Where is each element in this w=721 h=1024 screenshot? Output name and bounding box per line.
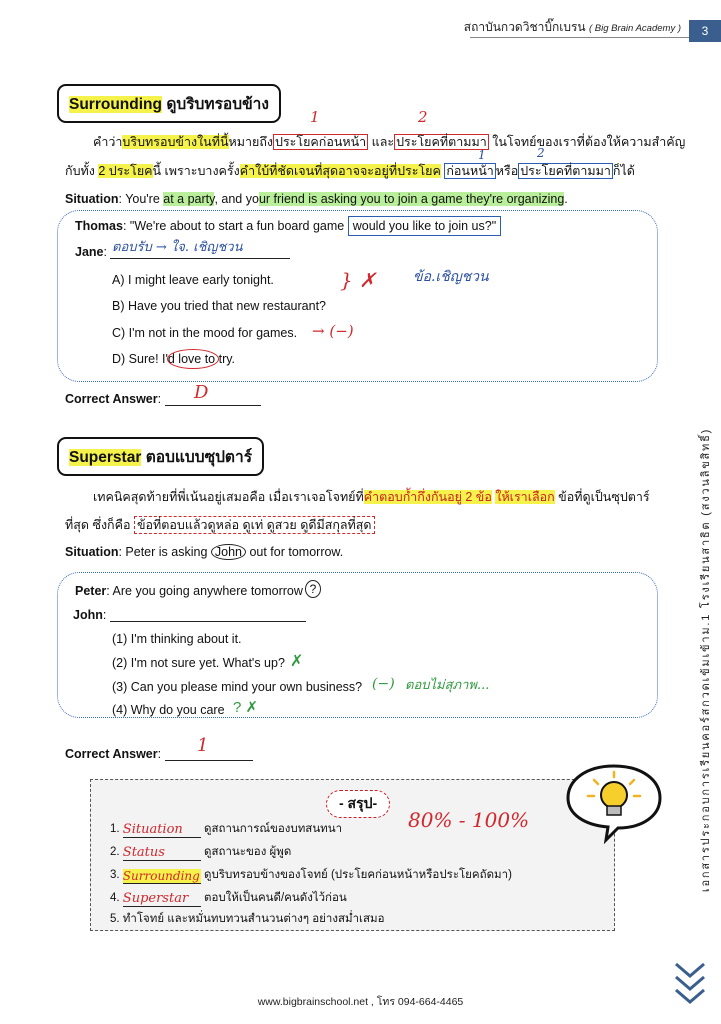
minus-mark: (−) [372,676,395,692]
handwritten-answer: D [194,382,209,403]
option-1: (1) I'm thinking about it. [112,632,242,646]
minus-mark: → (−) [312,322,354,340]
john-line: John: [73,608,306,622]
section-title-superstar: Superstar ตอบแบบซุปตาร์ [57,437,264,476]
section1-paragraph-line2: กับทั้ง 2 ประโยคนี้ เพราะบางครั้งคำใบ้ที่ชัดเจนที่สุดอาจจะอยู่ที่ประโยค ก่อนหน้า หรือ ประโยคที่ตามมา ก็ได้ [65,164,635,178]
cross-mark: } ✗ [340,268,376,292]
option-2: (2) I'm not sure yet. What's up? [112,656,285,670]
question-mark-circle: ? [305,580,321,598]
cross-mark: ✗ [290,653,304,670]
option-4: (4) Why do you care [112,703,225,717]
section1-paragraph-line1: คำว่าบริบทรอบข้างในที่นี้หมายถึง ประโยคก่อนหน้า และ ประโยคที่ตามมา ในโจทย์ของเราที่ต้องให้ความสำคัญ [93,135,686,149]
footer: www.bigbrainschool.net , โทร 094-664-4465 [257,996,464,1008]
section-title-surrounding: Surrounding ดูบริบทรอบข้าง [57,84,281,123]
option-c: C) I'm not in the mood for games. [112,326,298,340]
summary-item-2: 2. Status ดูสถานะของ ผู้พูด [110,845,292,860]
header-divider [470,37,689,38]
annotation-number: 2 [418,108,428,126]
annotation-number: 1 [310,108,320,126]
summary-title: - สรุป- [326,790,390,818]
handwritten-answer: 1 [197,735,209,756]
peter-line: Peter: Are you going anywhere tomorrow [75,584,303,598]
section2-paragraph-line2: ที่สุด ซึ่งก็คือ ข้อที่ตอบแล้วดูหล่อ ดูเท่ ดูสวย ดูดีมีสกุลที่สุด [65,516,375,534]
jane-line: Jane: [75,245,290,259]
summary-item-5: 5. ทำโจทย์ และหมั่นทบทวนสำนวนต่างๆ อย่างสม่ำเสมอ [110,913,385,925]
correct-answer-2: Correct Answer: [65,747,253,761]
annotation-number: 2 [537,146,545,160]
summary-item-4: 4. Superstar ตอบให้เป็นคนดี/คนดังไว้ก่อน [110,891,347,906]
option-d: D) Sure! I'd love to try. [112,352,236,366]
handwritten-note: ตอบไม่สุภาพ... [405,678,490,693]
option-a: A) I might leave early tonight. [112,273,274,287]
summary-item-3: 3. Surrounding ดูบริบทรอบข้างของโจทย์ (ประโยคก่อนหน้าหรือประโยคถัดมา) [110,869,512,883]
section2-situation: Situation: Peter is asking John out for tomorrow. [65,545,344,559]
section2-paragraph-line1: เทคนิคสุดท้ายที่พี่เน้นอยู่เสมอคือ เมื่อเราเจอโจทย์ที่คำตอบก้ำกึ่งกันอยู่ 2 ข้อ ให้เราเลือก ข้อที่ดูเป็นซุปตาร์ [93,490,650,504]
option-3: (3) Can you please mind your own business? [112,680,363,694]
cross-mark: ? ✗ [233,699,259,716]
section1-situation: Situation: You're at a party, and your friend is asking you to join a game they're organizing. [65,192,568,206]
option-b: B) Have you tried that new restaurant? [112,299,327,313]
header-title: สถาบันกวดวิชาบิ๊กเบรน ( Big Brain Academy ) [463,20,681,34]
side-vertical-text: เอกสารประกอบการเรียนคอร์สกวดเข้มเข้าม.1 โรงเรียนสาธิต (สงวนลิขสิทธิ์) [700,427,712,893]
handwritten-note: ข้อ.เชิญชวน [413,269,489,285]
lightbulb-icon [562,760,666,846]
summary-item-1: 1. Situation ดูสถานการณ์ของบทสนทนา [110,822,343,837]
page-number: 3 [689,20,721,42]
circle-mark [167,349,219,369]
annotation-number: 1 [478,148,486,162]
correct-answer-1: Correct Answer: [65,392,261,406]
thomas-line: Thomas: "We're about to start a fun board game would you like to join us?" [75,219,501,233]
handwritten-note: ตอบรับ → ใจ. เชิญชวน [112,240,243,255]
handwritten-percent: 80% - 100% [408,808,530,832]
